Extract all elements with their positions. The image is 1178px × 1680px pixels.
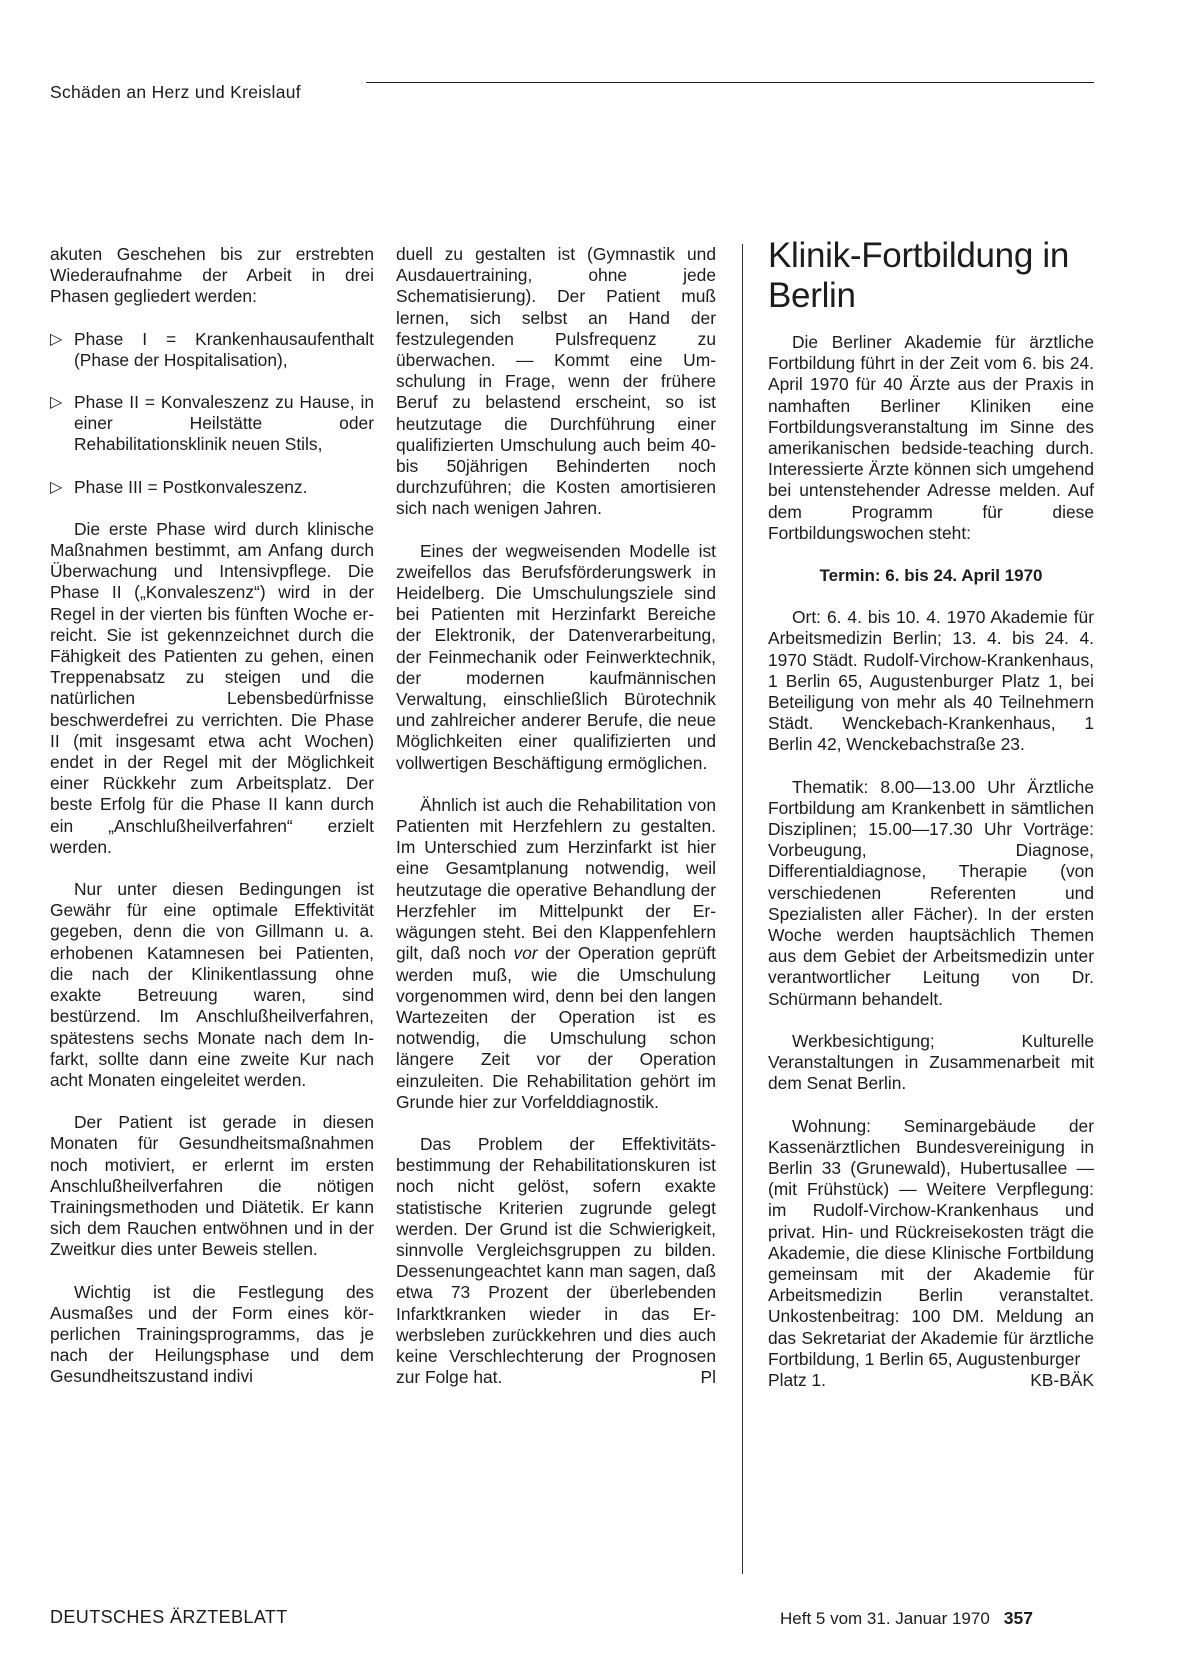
phase-text: Phase I = Krankenhausaufenthalt (Phase der Hospitalisation), — [74, 328, 374, 370]
column-left — [50, 244, 374, 1409]
body-paragraph: Eines der wegweisenden Modelle ist zweifellos das Berufsförderungswerk in Heidelberg. Die Umschulungsziele sind bei Patienten mit Herzinfarkt Bereiche der Elektronik, der Datenverarbeitung, der Feinmechanik oder Feinwerktechnik, der modernen kaufmännischen Verwaltung, einschließlich Bürotechnik und zahlreicher anderer Berufe, die neue Möglichkeiten einer qualifizierten und vollwertigen Beschäftigung ermöglichen. — [396, 540, 716, 773]
body-paragraph: Wohnung: Seminargebäude der Kassenärztlichen Bundesvereinigung in Berlin 33 (Grunewald), Hubertusallee — (mit Frühstück) — Weitere Verpflegung: im Rudolf-Virchow-Krankenhaus und privat. Hin- und Rückreisekosten trägt die Akademie, die diese Klinische Fortbildung gemeinsam mit der Akademie für Arbeitsmedizin Berlin veranstaltet. Unkostenbeitrag: 100 DM. Meldung an das Sekretariat der Akademie für ärztliche Fortbildung, 1 Berlin 65, Augustenburger — [768, 1115, 1094, 1369]
termin-line: Termin: 6. bis 24. April 1970 — [819, 566, 1043, 586]
emphasis-text: vor — [513, 943, 538, 964]
triangle-bullet-icon: ▷ — [50, 394, 63, 412]
body-paragraph — [396, 1134, 716, 1388]
phase-item — [50, 329, 374, 371]
body-paragraph: Ort: 6. 4. bis 10. 4. 1970 Akademie für Arbeitsmedizin Berlin; 13. 4. bis 24. 4. 1970 Städt. Rudolf-Virchow-Krankenhaus, 1 Berlin 65, Augustenburger Platz 1, bei Beteiligung von mehr als 40 Teilnehmern Städt. Wenckebach-Krankenhaus, 1 Berlin 42, Wenckebachstraße 23. — [768, 607, 1094, 755]
phase-item — [50, 477, 374, 498]
intro-paragraph: akuten Geschehen bis zur erstrebten Wiederaufnahme der Arbeit in drei Phasen gegliedert werden: — [50, 244, 374, 307]
body-paragraph: Thematik: 8.00—13.00 Uhr Ärztliche Fortbildung am Krankenbett in sämtlichen Disziplinen; 15.00—17.30 Uhr Vorträge: Vorbeugung, Diagnose, Differentialdiagnose, Therapie (von verschiedenen Referenten und Spezialisten aller Fächer). In der ersten Woche werden hauptsächlich Themen aus dem Gebiet der Arbeitsmedizin unter verantwortlicher Leitung von Dr. Schürmann behandelt. — [768, 776, 1094, 1009]
author-initials: KB-BÄK — [1030, 1369, 1094, 1390]
phase-text: Phase II = Konvaleszenz zu Hause, in einer Heilstätte oder Rehabilitationsklinik neuen Stils, — [74, 392, 374, 455]
announcement-title: Klinik-Fortbildung in Berlin — [768, 236, 1070, 315]
body-paragraph: Die erste Phase wird durch klinische Maßnahmen bestimmt, am Anfang durch Überwachung und Intensivpflege. Die Phase II („Konvaleszenz“) wird in der Regel in der vierten bis fünften Woche erreicht. Sie ist gekennzeichnet durch die Fähigkeit des Patienten zu gehen, einen Treppenabsatz zu steigen und die natürlichen Lebensbedürfnisse beschwerdefrei zu verrichten. Die Phase II (mit insgesamt etwa acht Wochen) endet in der Regel mit der Möglichkeit einer Rückkehr zum Arbeitsplatz. Der beste Erfolg für die Phase II kann durch ein „Anschlußheilverfahren“ erzielt werden. — [50, 518, 374, 857]
column-divider — [742, 244, 743, 1574]
body-paragraph: duell zu gestalten ist (Gymnastik und Ausdauertraining, ohne jede Schematisierung). Der Patient muß lernen, sich selbst an Hand der festzulegenden Pulsfrequenz zu überwachen. — Kommt eine Umschulung in Frage, wenn der frühere Beruf zu belastend erscheint, so ist heutzutage die Durchführung einer qualifizierten Umschulung auch beim 40- bis 50jährigen Behinderten noch durchzuführen; die Kosten amortisieren sich nach wenigen Jahren. — [396, 244, 716, 519]
body-paragraph: Nur unter diesen Bedingungen ist Gewähr für eine optimale Effektivität gegeben, denn die von Gillmann u. a. erhobenen Katamnesen bei Patienten, die nach der Klinikentlassung ohne exakte Betreuung waren, sind bestürzend. Im Anschlußheilverfahren, spätestens sechs Monate nach dem Infarkt, sollte dann eine zweite Kur nach acht Monaten eingeleitet werden. — [50, 879, 374, 1090]
column-middle — [396, 244, 716, 1409]
journal-name: DEUTSCHES ÄRZTEBLATT — [50, 1607, 288, 1627]
body-text: der Operation geprüft werden muß, wie die Umschulung vorgenommen wird, denn bei den langen Wartezeiten der Operation ist es notwendig, die Umschulung schon längere Zeit vor der Operation einzuleiten. Die Rehabilitation gehört im Grunde hier zur Vorfelddiagnostik. — [396, 943, 716, 1112]
body-text: Ähnlich ist auch die Rehabilitation von Patienten mit Herzfehlern zu gestalten. Im Unterschied zum Herzinfarkt ist hier eine Gesamtplanung notwendig, weil heutzutage die operative Behandlung der Herzfehler im Mittelpunkt der Erwägungen steht. Bei den Klappenfehlern gilt, daß noch — [396, 794, 716, 964]
body-text: Platz 1. — [768, 1369, 826, 1390]
body-paragraph: Der Patient ist gerade in diesen Monaten für Gesundheitsmaßnahmen noch motiviert, er erlernt im ersten Anschlußheilverfahren die nötigen Trainingsmethoden und Diätetik. Er kann sich dem Rauchen entwöhnen und in der Zweitkur dies unter Beweis stellen. — [50, 1112, 374, 1260]
phase-text: Phase III = Postkonvaleszenz. — [74, 476, 308, 497]
author-initials: Pl — [700, 1367, 716, 1388]
body-paragraph — [396, 795, 716, 1113]
header-rule — [366, 82, 1094, 83]
issue-text: Heft 5 vom 31. Januar 1970 — [780, 1609, 990, 1628]
announcement-box — [768, 236, 1094, 1391]
phase-item — [50, 392, 374, 456]
signature-row — [768, 1370, 1094, 1391]
body-paragraph: Die Berliner Akademie für ärztliche Fortbildung führt in der Zeit vom 6. bis 24. April 1970 für 40 Ärzte aus der Praxis in namhaften Berliner Kliniken eine Fortbildungsveranstaltung im Sinne des amerikanischen bedside-teaching durch. Interessierte Ärzte können sich umgehend bei untenstehender Adresse melden. Auf dem Programm für diese Fortbildungswochen steht: — [768, 332, 1094, 543]
triangle-bullet-icon: ▷ — [50, 478, 63, 496]
section-header: Schäden an Herz und Kreislauf — [50, 82, 301, 102]
body-paragraph: Werkbesichtigung; Kulturelle Veranstaltungen in Zusammenarbeit mit dem Senat Berlin. — [768, 1030, 1094, 1094]
footer-issue — [780, 1608, 1033, 1629]
body-text: Das Problem der Effektivitätsbestimmung der Rehabilitationskuren ist noch nicht gelöst, sofern exakte statistische Kriterien zugrunde gelegt werden. Der Grund ist die Schwierigkeit, sinnvolle Vergleichsgruppen zu bilden. Dessenungeachtet kann man sagen, daß etwa 73 Prozent der überlebenden Infarktkranken wieder in das Erwerbsleben zurückkehren und dies auch keine Verschlechterung der Prognosen zur Folge hat. — [396, 1133, 716, 1388]
triangle-bullet-icon: ▷ — [50, 330, 63, 348]
body-paragraph: Wichtig ist die Festlegung des Ausmaßes und der Form eines körperlichen Trainingsprogramms, das je nach der Heilungsphase und dem Gesundheitszustand indivi — [50, 1281, 374, 1387]
page-number: 357 — [1003, 1608, 1033, 1628]
